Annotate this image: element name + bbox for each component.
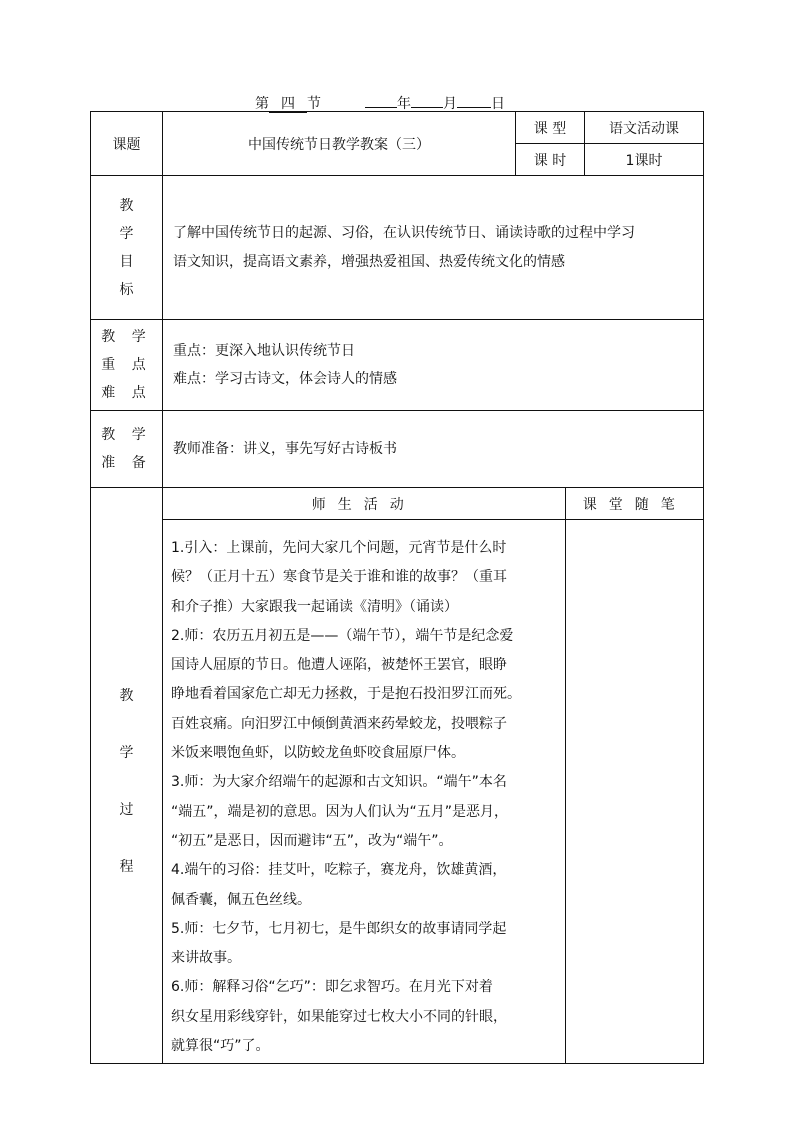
activity-line: 国诗人屈原的节日。他遭人诬陷，被楚怀王罢官，眼睁 (171, 657, 507, 674)
activity-content (163, 520, 565, 1064)
day-blank (457, 92, 491, 108)
preparation-content: 教师准备：讲义，事先写好古诗板书 (163, 411, 704, 488)
month-blank (411, 92, 443, 108)
key-point-line: 重点：更深入地认识传统节日 (173, 343, 355, 359)
activity-line: 睁地看着国家危亡却无力拯救，于是抱石投汨罗江而死。 (171, 686, 521, 703)
activity-line: 候？（正月十五）寒食节是关于谁和谁的故事？（重耳 (171, 569, 507, 586)
process-inner-table (163, 488, 704, 1063)
process-label (91, 488, 163, 1064)
process-label-char: 程 (119, 859, 134, 875)
process-cell (163, 488, 704, 1064)
preparation-label (91, 411, 163, 488)
notes-header: 课堂随笔 (565, 488, 704, 520)
objectives-label-char: 目 (119, 253, 134, 270)
topic-value: 中国传统节日教学教案（三） (163, 112, 516, 176)
key-points-label (91, 320, 163, 411)
activity-line: 5.师：七夕节，七月初七，是牛郎织女的故事请同学起 (171, 920, 507, 937)
process-label-char: 教 (119, 688, 134, 704)
key-points-label-line: 教 学 (101, 329, 152, 345)
lesson-hours-value: 1课时 (585, 144, 704, 176)
activity-line: “端五”，端是初的意思。因为人们认为“五月”是恶月， (171, 803, 509, 820)
activity-line: 4.端午的习俗：挂艾叶，吃粽子，赛龙舟，饮雄黄酒， (171, 862, 507, 879)
header-section-suffix: 节 (307, 96, 321, 112)
month-label: 月 (443, 96, 457, 112)
preparation-label-line: 准 备 (101, 455, 152, 471)
process-label-char: 学 (119, 745, 134, 761)
lesson-plan-table (90, 111, 704, 1064)
lesson-hours-label: 课 时 (516, 144, 585, 176)
objectives-label (91, 176, 163, 320)
lesson-type-label: 课 型 (516, 112, 585, 144)
activity-line: 1.引入：上课前，先问大家几个问题，元宵节是什么时 (171, 540, 507, 556)
objectives-label-char: 标 (119, 281, 134, 298)
activity-line: 织女星用彩线穿针，如果能穿过七枚大小不同的针眼， (171, 1008, 507, 1025)
activity-line: 2.师：农历五月初五是——（端午节），端午节是纪念爱 (171, 627, 514, 644)
activity-line: 百姓哀痛。向汨罗江中倾倒黄酒来药晕蛟龙，投喂粽子 (171, 715, 507, 732)
classroom-notes-area[interactable] (565, 520, 704, 1064)
activity-line: 佩香囊，佩五色丝线。 (171, 891, 311, 908)
preparation-label-line: 教 学 (101, 427, 152, 443)
lesson-type-value: 语文活动课 (585, 112, 704, 144)
year-label: 年 (397, 96, 411, 112)
activity-line: 6.师：解释习俗“乞巧”：即乞求智巧。在月光下对着 (171, 979, 493, 996)
objectives-line: 了解中国传统节日的起源、习俗，在认识传统节日、诵读诗歌的过程中学习 (173, 224, 635, 241)
lesson-header-line (255, 92, 505, 113)
key-points-label-line: 重 点 (101, 357, 152, 373)
activity-line: 来讲故事。 (171, 950, 241, 967)
objectives-label-char: 教 (119, 197, 134, 214)
activity-line: 3.师：为大家介绍端午的起源和古文知识。“端午”本名 (171, 774, 507, 791)
day-label: 日 (491, 96, 505, 112)
header-prefix: 第 (255, 96, 269, 112)
topic-label: 课题 (91, 112, 163, 176)
activity-line: 和介子推）大家跟我一起诵读《清明》（诵读） (171, 598, 458, 615)
key-points-content (163, 320, 704, 411)
objectives-line: 语文知识，提高语文素养，增强热爱祖国、热爱传统文化的情感 (173, 253, 565, 270)
difficult-point-line: 难点：学习古诗文，体会诗人的情感 (173, 371, 397, 387)
process-label-char: 过 (119, 802, 134, 818)
activity-line: “初五”是恶日，因而避讳“五”，改为“端午”。 (171, 832, 453, 849)
year-blank (365, 92, 397, 108)
activity-line: 米饭来喂饱鱼虾，以防蛟龙鱼虾咬食屈原尸体。 (171, 745, 465, 762)
section-number: 四 (269, 97, 307, 113)
activity-line: 就算很“巧”了。 (171, 1038, 270, 1055)
objectives-label-char: 学 (119, 225, 134, 242)
objectives-content (163, 176, 704, 320)
key-points-label-line: 难 点 (101, 385, 152, 401)
activity-header: 师生活动 (163, 488, 565, 520)
